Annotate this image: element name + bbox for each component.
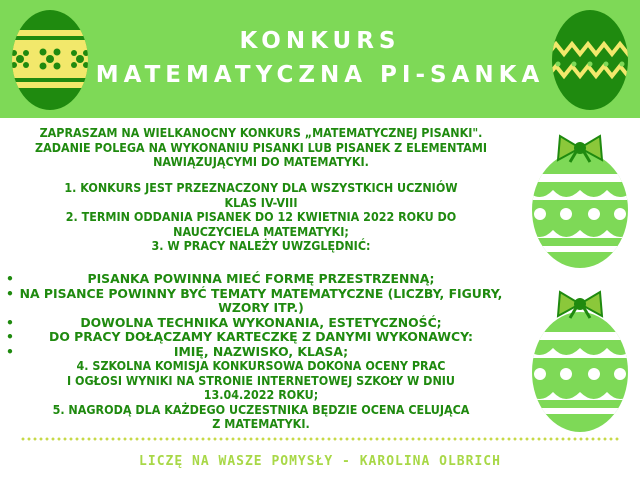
rules-list-continued [6,359,516,432]
rule-line: 13.04.2022 ROKU; [203,387,319,402]
rule-line: 3. W PRACY NALEŻY UWZGLĘDNIĆ: [151,238,371,253]
list-item-text: PISANKA POWINNA MIEĆ FORMĘ PRZESTRZENNĄ; [87,271,435,286]
bullet-icon: • [6,343,14,359]
rule-line: I OGŁOSI WYNIKI NA STRONIE INTERNETOWEJ SZKOŁY W DNIU [67,372,455,388]
rule-line: NAUCZYCIELA MATEMATYKI; [173,223,349,239]
easter-egg-bow-top-icon [526,130,634,270]
rule-line: Z MATEMATYKI. [212,416,310,431]
intro-text [6,126,516,170]
rule-line: 4. SZKOLNA KOMISJA KONKURSOWA DOKONA OCENY PRAC [76,358,446,373]
bullet-icon: • [6,271,14,286]
list-item [6,316,516,331]
dotted-divider [20,437,620,441]
list-item [6,330,516,345]
intro-line: ZAPRASZAM NA WIELKANOCNY KONKURS „MATEMATYCZNEJ PISANKI". [39,125,483,140]
list-item-text: DOWOLNA TECHNIKA WYKONANIA, ESTETYCZNOŚĆ; [80,314,442,330]
list-item-text: DO PRACY DOŁĄCZAMY KARTECZKĘ Z DANYMI WYKONAWCY: [49,329,473,344]
intro-line: ZADANIE POLEGA NA WYKONANIU PISANKI LUB PISANEK Z ELEMENTAMI [34,139,488,155]
list-item [6,345,516,360]
easter-egg-left-icon [8,4,92,112]
rule-line: KLAS IV-VIII [224,194,298,210]
list-item [6,287,516,316]
footer-signature: LICZĘ NA WASZE POMYSŁY - KAROLINA OLBRICH [139,454,501,469]
page-title-line2: MATEMATYCZNA PI-SANKA [95,62,545,88]
requirements-list [6,272,516,359]
rule-line: 5. NAGRODĄ DLA KAŻDEGO UCZESTNIKA BĘDZIE OCENA CELUJĄCA [52,401,470,417]
list-item-text: NA PISANCE POWINNY BYĆ TEMATY MATEMATYCZNE (LICZBY, FIGURY, WZORY ITP.) [19,285,503,315]
intro-line: NAWIĄZUJĄCYMI DO MATEMATYKI. [153,154,369,169]
list-item [6,272,516,287]
bullet-icon: • [6,329,14,344]
bullet-icon: • [6,314,14,330]
easter-egg-bow-bottom-icon [526,286,634,436]
header-banner [0,0,640,118]
rule-line: 1. KONKURS JEST PRZEZNACZONY DLA WSZYSTKICH UCZNIÓW [64,180,458,195]
easter-egg-right-icon [548,4,632,112]
rule-line: 2. TERMIN ODDANIA PISANEK DO 12 KWIETNIA 2022 ROKU DO [65,209,457,224]
list-item-text: IMIĘ, NAZWISKO, KLASA; [173,343,349,359]
bullet-icon: • [6,285,14,301]
rules-list [6,181,516,254]
page-title-line1: KONKURS [239,28,401,54]
